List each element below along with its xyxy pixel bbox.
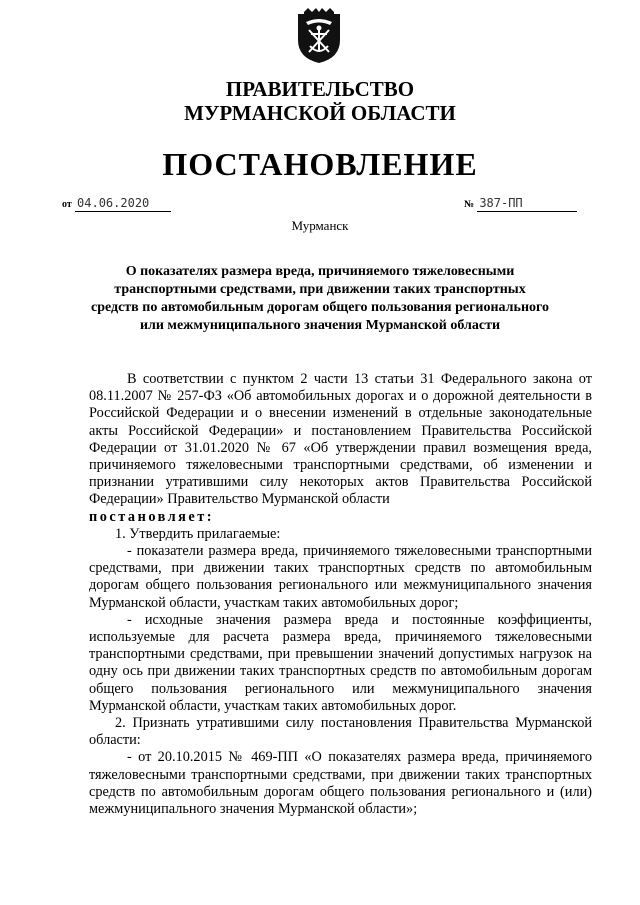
document-date-row [62, 195, 171, 212]
organization-name-line2: МУРМАНСКОЙ ОБЛАСТИ [184, 101, 456, 125]
document-number-row [464, 195, 577, 212]
document-type-title: ПОСТАНОВЛЕНИЕ [162, 146, 478, 182]
item-1: 1. Утвердить прилагаемые: [115, 525, 281, 542]
item-1-sub-a: - показатели размера вреда, причиняемого тяжеловесными транспортными средствами, при движении таких транспортных средств по автомобильным дорогам общего пользования регионального или межмуниципального значения Мурманской области, участкам таких автомобильных дорог; [89, 543, 592, 611]
item-2: 2. Признать утратившими силу постановления Правительства Мурманской области: [89, 715, 592, 749]
resolves-keyword: постановляет: [89, 508, 215, 525]
city-name: Мурманск [291, 218, 349, 233]
date-label: от [62, 199, 72, 210]
document-subject: О показателях размера вреда, причиняемого тяжеловесными транспортными средствами, при движении таких транспортных средств по автомобильным дорогам общего пользования регионального или межмуниципального значения Мурманской области [90, 264, 550, 333]
number-label: № [464, 199, 475, 210]
item-2-sub-a: - от 20.10.2015 № 469-ПП «О показателях размера вреда, причиняемого тяжеловесными транспортными средствами, при движении таких транспортных средств по автомобильным дорогам общего пользования регионального и (или) межмуниципального значения Мурманской области»; [89, 749, 592, 818]
number-value: 387-ПП [477, 196, 577, 212]
date-value: 04.06.2020 [75, 196, 171, 212]
document-body [89, 371, 592, 818]
organization-name-line1: ПРАВИТЕЛЬСТВО [225, 77, 415, 101]
preamble-paragraph: В соответствии с пунктом 2 части 13 статьи 31 Федерального закона от 08.11.2007 № 257-ФЗ «Об автомобильных дорогах и о дорожной деятельности в Российской Федерации и о внесении изменений в отдельные законодательные акты Российской Федерации» и постановлением Правительства Российской Федерации от 31.01.2020 № 67 «Об утверждении правил возмещения вреда, причиняемого тяжеловесными транспортными средствами, об изменении и признании утратившими силу некоторых актов Правительства Российской Федерации» Правительство Мурманской области [89, 371, 592, 508]
item-1-sub-b: - исходные значения размера вреда и постоянные коэффициенты, используемые для расчета размера вреда, причиняемого тяжеловесными транспортными средствами, при превышении значений допустимых нагрузок на одну ось при движении таких транспортных средств по автомобильным дорогам общего пользования регионального или межмуниципального значения Мурманской области, участкам таких автомобильных дорог. [89, 611, 592, 714]
coat-of-arms-emblem [294, 8, 344, 64]
